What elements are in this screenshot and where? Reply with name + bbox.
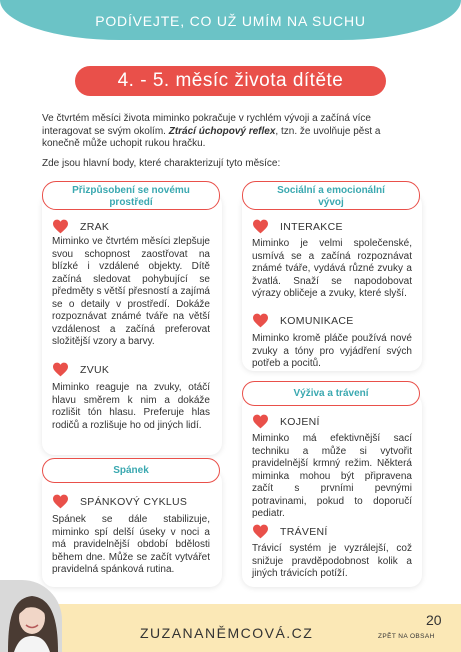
social-section-title: [242, 181, 420, 210]
subsection-kojeni: [252, 414, 320, 429]
adaptation-title-line1: Přizpůsobení se novému: [72, 185, 190, 196]
nutrition-title: Výživa a trávení: [293, 388, 369, 399]
banner-title: PODÍVEJTE, CO UŽ UMÍM NA SUCHU: [95, 13, 366, 29]
intro-text-start: Ve čtvrtém měsíci života miminko pokračuje v rychlém vývoji a začíná více interagovat se svým okolím.: [42, 113, 371, 137]
heart-icon: [252, 524, 269, 539]
subsection-label: ZVUK: [80, 363, 110, 376]
subsection-traveni: [252, 524, 328, 539]
author-avatar: [0, 580, 62, 652]
komunikace-text: Miminko kromě pláče používá nové zvuky a tóny pro vyjádření svých potřeb a pocitů.: [252, 333, 412, 369]
traveni-text: Trávicí systém je vyzrálejší, což snižuje pravděpodobnost kolik a jiných trávicích potíží.: [252, 543, 412, 579]
footer-bar: [0, 604, 461, 652]
intro-paragraph: [42, 113, 420, 151]
intro-bold-text: Ztrácí úchopový reflex: [168, 125, 276, 137]
zvuk-text: Miminko reaguje na zvuky, otáčí hlavu směrem k nim a dokáže rozlišit tón hlasu. Preferuje hlas rodičů a rozlišuje ho od jiných lidí.: [52, 382, 210, 431]
intro-paragraph-2: Zde jsou hlavní body, které charakterizují tyto měsíce:: [42, 158, 281, 169]
intro-text-end: , tzn. že uvolňuje pěst a konečně může uchopit rukou hračku.: [42, 125, 381, 149]
heart-icon: [52, 219, 69, 234]
subsection-zvuk: [52, 362, 109, 377]
subsection-label: KOJENÍ: [280, 415, 320, 428]
subsection-label: TRÁVENÍ: [280, 525, 328, 538]
subsection-label: ZRAK: [80, 220, 110, 233]
page-title: 4. - 5. měsíc života dítěte: [75, 66, 386, 96]
subsection-label: INTERAKCE: [280, 220, 343, 233]
heart-icon: [52, 362, 69, 377]
spankovy-cyklus-text: Spánek se dále stabilizuje, miminko spí delší úseky v noci a má pravidelnější období bdělosti během dne. Může se začít vytvářet pravidelná spánková rutina.: [52, 514, 210, 575]
kojeni-text: Miminko má efektivnější sací techniku a může si vytvořit pravidelnější krmný režim. Některá miminka mohou být připravena začít s prvními pevnými potravinami, pokud to doporučí pediatr.: [252, 433, 412, 519]
sleep-title: Spánek: [113, 465, 149, 476]
subsection-label: KOMUNIKACE: [280, 314, 354, 327]
adaptation-section-title: [42, 181, 220, 210]
zrak-text: Miminko ve čtvrtém měsíci zlepšuje svou schopnost zaostřovat na blízké i vzdálené objekty. Dítě začíná sledovat pohybující se předměty s větší přesností a zajímá se o detaily v prostředí. Dokáže rozpoznávat známé tváře na větší vzdálenost a začíná preferovat složitější vzory a barvy.: [52, 236, 210, 347]
page-number: 20: [426, 612, 442, 628]
heart-icon: [252, 313, 269, 328]
website-link[interactable]: ZUZANANĚMCOVÁ.CZ: [140, 625, 314, 641]
subsection-zrak: [52, 219, 109, 234]
interakce-text: Miminko je velmi společenské, usmívá se a začíná rozpoznávat známé tváře, vydává různé zvuky a žvatlá. Snaží se napodobovat výrazy obličeje a zvuky, které slyší.: [252, 238, 412, 299]
nutrition-section-title: [242, 381, 420, 406]
top-banner: [0, 0, 461, 40]
heart-icon: [52, 494, 69, 509]
subsection-interakce: [252, 219, 343, 234]
social-title-line2: vývoj: [318, 197, 344, 208]
sleep-section-title: [42, 458, 220, 483]
subsection-spankovy-cyklus: [52, 494, 187, 509]
back-to-contents-link[interactable]: ZPĚT NA OBSAH: [378, 633, 435, 640]
subsection-komunikace: [252, 313, 354, 328]
social-title-line1: Sociální a emocionální: [277, 185, 385, 196]
adaptation-title-line2: prostředí: [109, 197, 153, 208]
heart-icon: [252, 219, 269, 234]
subsection-label: SPÁNKOVÝ CYKLUS: [80, 495, 188, 508]
heart-icon: [252, 414, 269, 429]
